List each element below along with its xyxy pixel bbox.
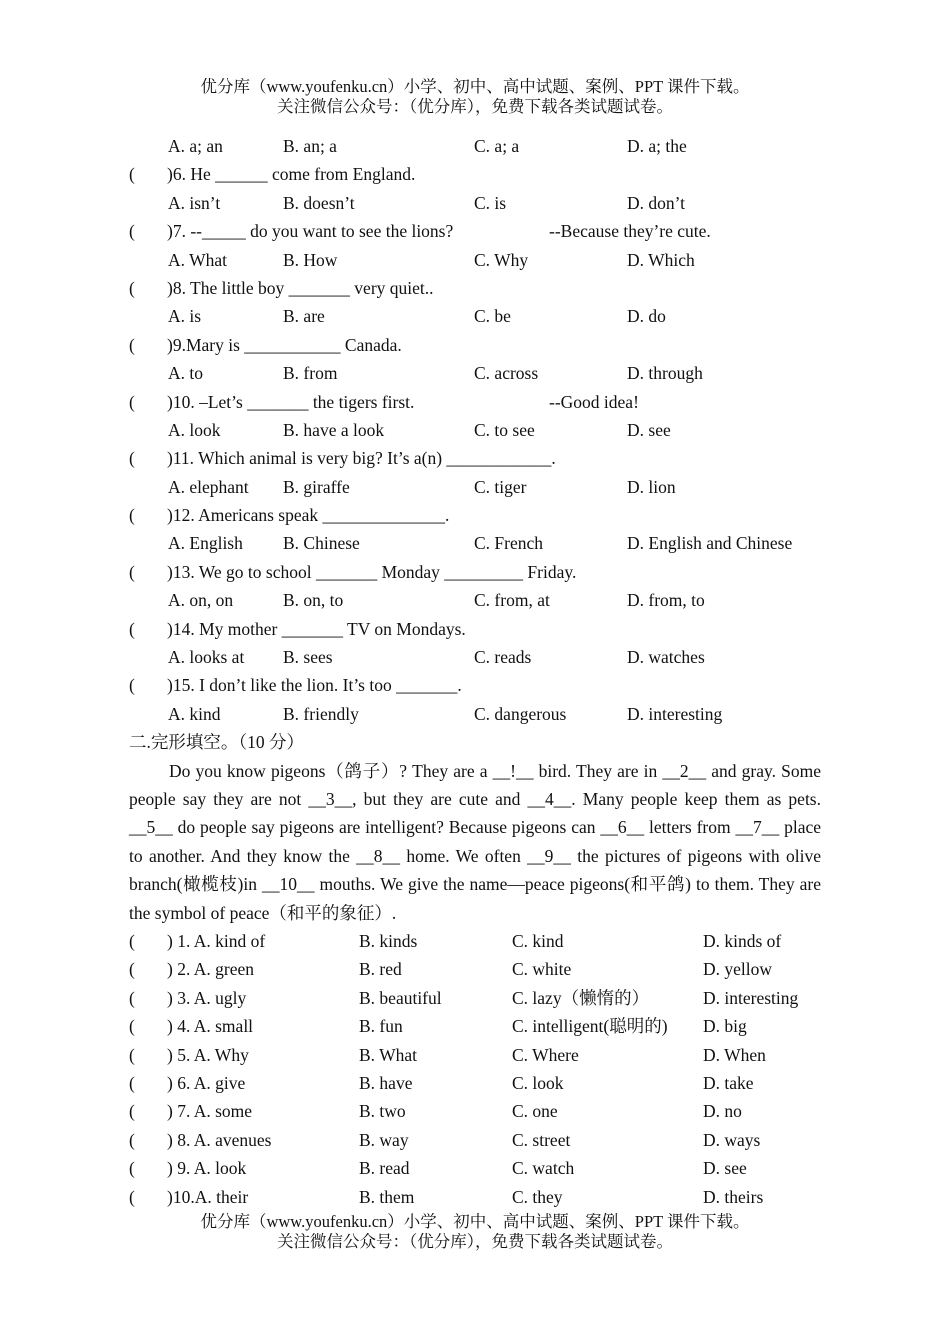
option-c: C. white (512, 959, 572, 980)
option-b: B. kinds (359, 930, 418, 951)
q5-option-a: A. a; an (168, 136, 223, 156)
cloze-item-4 (0, 1012, 950, 1040)
option-d: D. see (627, 419, 671, 440)
q5-option-b: B. an; a (283, 136, 337, 156)
option-c: C. one (512, 1101, 558, 1122)
question-text: )7. --_____ do you want to see the lions? (167, 221, 454, 242)
answer-paren: ( (129, 277, 135, 298)
option-d: D. don’t (627, 192, 686, 213)
answer-paren: ( (129, 618, 135, 639)
answer-paren: ( (129, 164, 135, 185)
option-c: C. tiger (474, 476, 527, 497)
option-d: D. take (703, 1072, 754, 1093)
option-b: B. way (359, 1129, 409, 1150)
option-d: D. interesting (703, 987, 799, 1008)
section-2-title: 二.完形填空。（10 分） (129, 732, 304, 753)
q5-options (0, 132, 950, 160)
header-line-2: 关注微信公众号：（优分库），免费下载各类试题试卷。 (277, 97, 673, 116)
question-7 (0, 217, 950, 245)
option-c: C. intelligent(聪明的) (512, 1016, 668, 1037)
option-a: ) 8. A. avenues (167, 1129, 272, 1150)
option-b: B. What (359, 1044, 418, 1065)
option-d: D. When (703, 1044, 766, 1065)
option-b: B. on, to (283, 590, 344, 611)
option-c: C. watch (512, 1158, 575, 1179)
option-b: B. fun (359, 1016, 403, 1037)
option-a: A. isn’t (168, 192, 221, 213)
option-c: C. Where (512, 1044, 579, 1065)
answer-paren: ( (129, 334, 135, 355)
question-text: )12. Americans speak ______________. (167, 505, 450, 526)
option-c: C. French (474, 533, 544, 554)
option-d: D. English and Chinese (627, 533, 793, 554)
cloze-item-8 (0, 1126, 950, 1154)
cloze-item-9 (0, 1154, 950, 1182)
option-a: A. English (168, 533, 243, 554)
cloze-passage-wrapper (0, 757, 950, 927)
option-a: ) 9. A. look (167, 1158, 247, 1179)
cloze-item-2 (0, 955, 950, 983)
option-b: B. sees (283, 647, 333, 668)
answer-paren: ( (129, 930, 135, 951)
option-b: B. red (359, 959, 402, 980)
footer-line-2: 关注微信公众号：（优分库），免费下载各类试题试卷。 (277, 1232, 673, 1251)
page-header (0, 77, 950, 117)
option-c: C. lazy（懒惰的） (512, 987, 650, 1008)
answer-paren: ( (129, 221, 135, 242)
answer-paren: ( (129, 1129, 135, 1150)
option-b: B. beautiful (359, 987, 442, 1008)
option-b: B. two (359, 1101, 406, 1122)
question-text: )9.Mary is ___________ Canada. (167, 334, 402, 355)
option-c: C. to see (474, 419, 535, 440)
q5-option-d: D. a; the (627, 136, 687, 156)
option-b: B. are (283, 306, 325, 327)
option-c: C. is (474, 192, 507, 213)
option-a: A. look (168, 419, 221, 440)
question-8 (0, 274, 950, 302)
option-a: A. is (168, 306, 202, 327)
option-c: C. from, at (474, 590, 550, 611)
option-a: )10.A. their (167, 1186, 249, 1207)
option-a: ) 1. A. kind of (167, 930, 266, 951)
option-b: B. doesn’t (283, 192, 355, 213)
option-a: ) 2. A. green (167, 959, 254, 980)
question-9 (0, 331, 950, 359)
question-11 (0, 444, 950, 472)
answer-paren: ( (129, 448, 135, 469)
question-text: )6. He ______ come from England. (167, 164, 416, 185)
q5-option-c: C. a; a (474, 136, 520, 156)
question-13-options (0, 586, 950, 614)
option-a: ) 5. A. Why (167, 1044, 249, 1065)
option-a: A. elephant (168, 476, 249, 497)
option-d: D. see (703, 1158, 747, 1179)
option-a: A. kind (168, 703, 221, 724)
option-b: B. friendly (283, 703, 359, 724)
answer-paren: ( (129, 987, 135, 1008)
answer-paren: ( (129, 1016, 135, 1037)
cloze-item-10 (0, 1183, 950, 1211)
option-d: D. watches (627, 647, 705, 668)
question-text: )13. We go to school _______ Monday _________ Friday. (167, 561, 577, 582)
question-15-options (0, 700, 950, 728)
cloze-options (0, 927, 950, 1211)
question-text: )11. Which animal is very big? It’s a(n) ____________. (167, 448, 556, 469)
option-a: ) 4. A. small (167, 1016, 254, 1037)
answer-paren: ( (129, 1044, 135, 1065)
question-text: )10. –Let’s _______ the tigers first. (167, 391, 415, 412)
option-d: D. lion (627, 476, 676, 497)
option-d: D. yellow (703, 959, 773, 980)
option-d: D. interesting (627, 703, 723, 724)
question-11-options (0, 473, 950, 501)
answer-paren: ( (129, 1158, 135, 1179)
multiple-choice-questions (0, 160, 950, 728)
option-d: D. kinds of (703, 930, 782, 951)
option-c: C. across (474, 363, 539, 384)
question-9-options (0, 359, 950, 387)
option-b: B. have a look (283, 419, 385, 440)
cloze-passage: Do you know pigeons（鸽子）? They are a __!__ bird. They are in __2__ and gray. Some people say they are not __3__, but they are cute and __4__. Many people keep them as pets. __5__ do people say pigeons are intelligent? Because pigeons can __6__ letters from __7__ place to another. And they know the __8__ home. We often __9__ the pictures of pigeons with olive branch(橄榄枝)in __10__ mouths. We give the name—peace pigeons(和平鸽) to them. They are the symbol of peace（和平的象征）. (129, 760, 821, 923)
question-text: )14. My mother _______ TV on Mondays. (167, 618, 466, 639)
question-text: )8. The little boy _______ very quiet.. (167, 277, 434, 298)
answer-paren: ( (129, 1186, 135, 1207)
option-b: B. them (359, 1186, 415, 1207)
option-c: C. kind (512, 930, 564, 951)
worksheet-content (0, 132, 950, 1211)
cloze-item-5 (0, 1041, 950, 1069)
option-b: B. Chinese (283, 533, 360, 554)
option-c: C. reads (474, 647, 532, 668)
section-2-heading (0, 728, 950, 756)
option-b: B. giraffe (283, 476, 350, 497)
option-c: C. dangerous (474, 703, 567, 724)
question-13 (0, 558, 950, 586)
option-a: A. to (168, 363, 203, 384)
option-a: ) 7. A. some (167, 1101, 253, 1122)
option-b: B. read (359, 1158, 410, 1179)
cloze-item-1 (0, 927, 950, 955)
page-footer (0, 1212, 950, 1252)
question-15 (0, 671, 950, 699)
cloze-item-7 (0, 1097, 950, 1125)
option-a: ) 6. A. give (167, 1072, 246, 1093)
cloze-item-3 (0, 984, 950, 1012)
option-a: A. looks at (168, 647, 245, 668)
question-text: )15. I don’t like the lion. It’s too _______. (167, 675, 462, 696)
option-b: B. How (283, 249, 338, 270)
cloze-item-6 (0, 1069, 950, 1097)
option-d: D. do (627, 306, 666, 327)
option-d: D. theirs (703, 1186, 764, 1207)
option-c: C. they (512, 1186, 563, 1207)
question-7-options (0, 246, 950, 274)
header-line-1: 优分库（www.youfenku.cn）小学、初中、高中试题、案例、PPT 课件下载。 (200, 77, 750, 96)
answer-paren: ( (129, 675, 135, 696)
question-10-options (0, 416, 950, 444)
question-8-options (0, 302, 950, 330)
option-c: C. street (512, 1129, 571, 1150)
answer-paren: ( (129, 959, 135, 980)
answer-paren: ( (129, 561, 135, 582)
answer-paren: ( (129, 391, 135, 412)
question-12 (0, 501, 950, 529)
question-6 (0, 160, 950, 188)
option-c: C. Why (474, 249, 529, 270)
question-reply: --Good idea! (549, 391, 639, 412)
footer-line-1: 优分库（www.youfenku.cn）小学、初中、高中试题、案例、PPT 课件下载。 (200, 1212, 750, 1231)
option-a: ) 3. A. ugly (167, 987, 247, 1008)
option-a: A. What (168, 249, 227, 270)
answer-paren: ( (129, 1072, 135, 1093)
answer-paren: ( (129, 1101, 135, 1122)
option-c: C. look (512, 1072, 564, 1093)
option-b: B. have (359, 1072, 413, 1093)
option-d: D. big (703, 1016, 747, 1037)
question-6-options (0, 189, 950, 217)
answer-paren: ( (129, 505, 135, 526)
option-d: D. from, to (627, 590, 705, 611)
option-d: D. ways (703, 1129, 761, 1150)
option-b: B. from (283, 363, 338, 384)
option-c: C. be (474, 306, 511, 327)
option-a: A. on, on (168, 590, 234, 611)
question-12-options (0, 529, 950, 557)
option-d: D. no (703, 1101, 742, 1122)
question-14 (0, 615, 950, 643)
option-d: D. through (627, 363, 703, 384)
option-d: D. Which (627, 249, 695, 270)
question-reply: --Because they’re cute. (549, 221, 711, 242)
question-14-options (0, 643, 950, 671)
question-10 (0, 388, 950, 416)
